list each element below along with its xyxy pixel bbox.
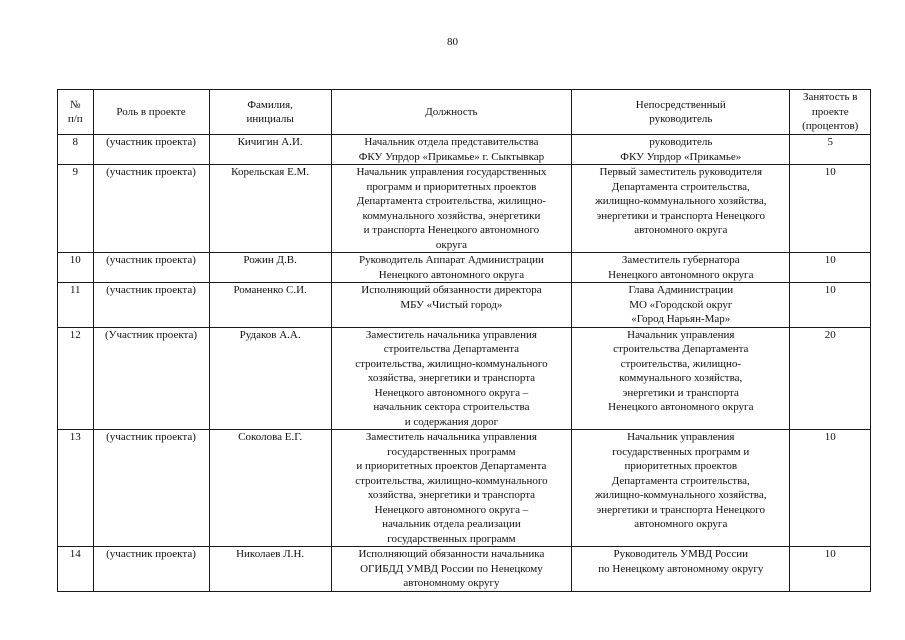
cell-position: Заместитель начальника управления строительства Департамента строительства, жилищно-коммунального хозяйства, энергетики и транспорта Ненецкого автономного округа – начальник сектора строительства и содержания дорог xyxy=(331,327,571,430)
cell-load: 10 xyxy=(790,253,871,283)
cell-name: Соколова Е.Г. xyxy=(209,430,331,547)
cell-role: (участник проекта) xyxy=(93,547,209,592)
cell-position: Исполняющий обязанности директора МБУ «Чистый город» xyxy=(331,283,571,328)
header-number: № п/п xyxy=(58,90,94,135)
cell-number: 14 xyxy=(58,547,94,592)
cell-name: Рудаков А.А. xyxy=(209,327,331,430)
cell-role: (участник проекта) xyxy=(93,283,209,328)
cell-manager: Руководитель УМВД России по Ненецкому автономному округу xyxy=(572,547,790,592)
cell-position: Начальник отдела представительства ФКУ Упрдор «Прикамье» г. Сыктывкар xyxy=(331,135,571,165)
cell-manager: Начальник управления государственных программ и приоритетных проектов Департамента строительства, жилищно-коммунального хозяйства, энергетики и транспорта Ненецкого автономного округа xyxy=(572,430,790,547)
cell-number: 11 xyxy=(58,283,94,328)
cell-manager: Начальник управления строительства Департамента строительства, жилищно- коммунального хозяйства, энергетики и транспорта Ненецкого автономного округа xyxy=(572,327,790,430)
cell-manager: Первый заместитель руководителя Департамента строительства, жилищно-коммунального хозяйства, энергетики и транспорта Ненецкого автономного округа xyxy=(572,165,790,253)
cell-name: Корельская Е.М. xyxy=(209,165,331,253)
table-row xyxy=(58,253,871,283)
cell-number: 10 xyxy=(58,253,94,283)
cell-position: Руководитель Аппарат Администрации Ненецкого автономного округа xyxy=(331,253,571,283)
cell-name: Николаев Л.Н. xyxy=(209,547,331,592)
cell-name: Рожин Д.В. xyxy=(209,253,331,283)
cell-manager: Глава Администрации МО «Городской округ «Город Нарьян-Мар» xyxy=(572,283,790,328)
header-manager: Непосредственный руководитель xyxy=(572,90,790,135)
cell-number: 12 xyxy=(58,327,94,430)
page-number: 80 xyxy=(447,36,458,48)
cell-position: Исполняющий обязанности начальника ОГИБДД УМВД России по Ненецкому автономному округу xyxy=(331,547,571,592)
table-row xyxy=(58,430,871,547)
table-row xyxy=(58,547,871,592)
cell-load: 10 xyxy=(790,283,871,328)
cell-role: (участник проекта) xyxy=(93,135,209,165)
cell-name: Романенко С.И. xyxy=(209,283,331,328)
cell-name: Кичигин А.И. xyxy=(209,135,331,165)
cell-manager: руководитель ФКУ Упрдор «Прикамье» xyxy=(572,135,790,165)
header-role: Роль в проекте xyxy=(93,90,209,135)
cell-position: Заместитель начальника управления государственных программ и приоритетных проектов Департамента строительства, жилищно-коммунального хозяйства, энергетики и транспорта Ненецкого автономного округа – начальник отдела реализации государственных программ xyxy=(331,430,571,547)
cell-role: (участник проекта) xyxy=(93,165,209,253)
table-row xyxy=(58,135,871,165)
cell-number: 13 xyxy=(58,430,94,547)
header-load: Занятость в проекте (процентов) xyxy=(790,90,871,135)
cell-role: (участник проекта) xyxy=(93,253,209,283)
cell-load: 10 xyxy=(790,165,871,253)
cell-manager: Заместитель губернатора Ненецкого автономного округа xyxy=(572,253,790,283)
cell-load: 20 xyxy=(790,327,871,430)
table-row xyxy=(58,327,871,430)
project-team-table xyxy=(57,89,871,592)
cell-load: 10 xyxy=(790,430,871,547)
cell-number: 9 xyxy=(58,165,94,253)
table-row xyxy=(58,283,871,328)
header-name: Фамилия, инициалы xyxy=(209,90,331,135)
cell-number: 8 xyxy=(58,135,94,165)
table-header-row xyxy=(58,90,871,135)
cell-load: 5 xyxy=(790,135,871,165)
cell-role: (Участник проекта) xyxy=(93,327,209,430)
cell-load: 10 xyxy=(790,547,871,592)
cell-role: (участник проекта) xyxy=(93,430,209,547)
header-position: Должность xyxy=(331,90,571,135)
table-row xyxy=(58,165,871,253)
cell-position: Начальник управления государственных программ и приоритетных проектов Департамента строительства, жилищно- коммунального хозяйства, энергетики и транспорта Ненецкого автономного округа xyxy=(331,165,571,253)
